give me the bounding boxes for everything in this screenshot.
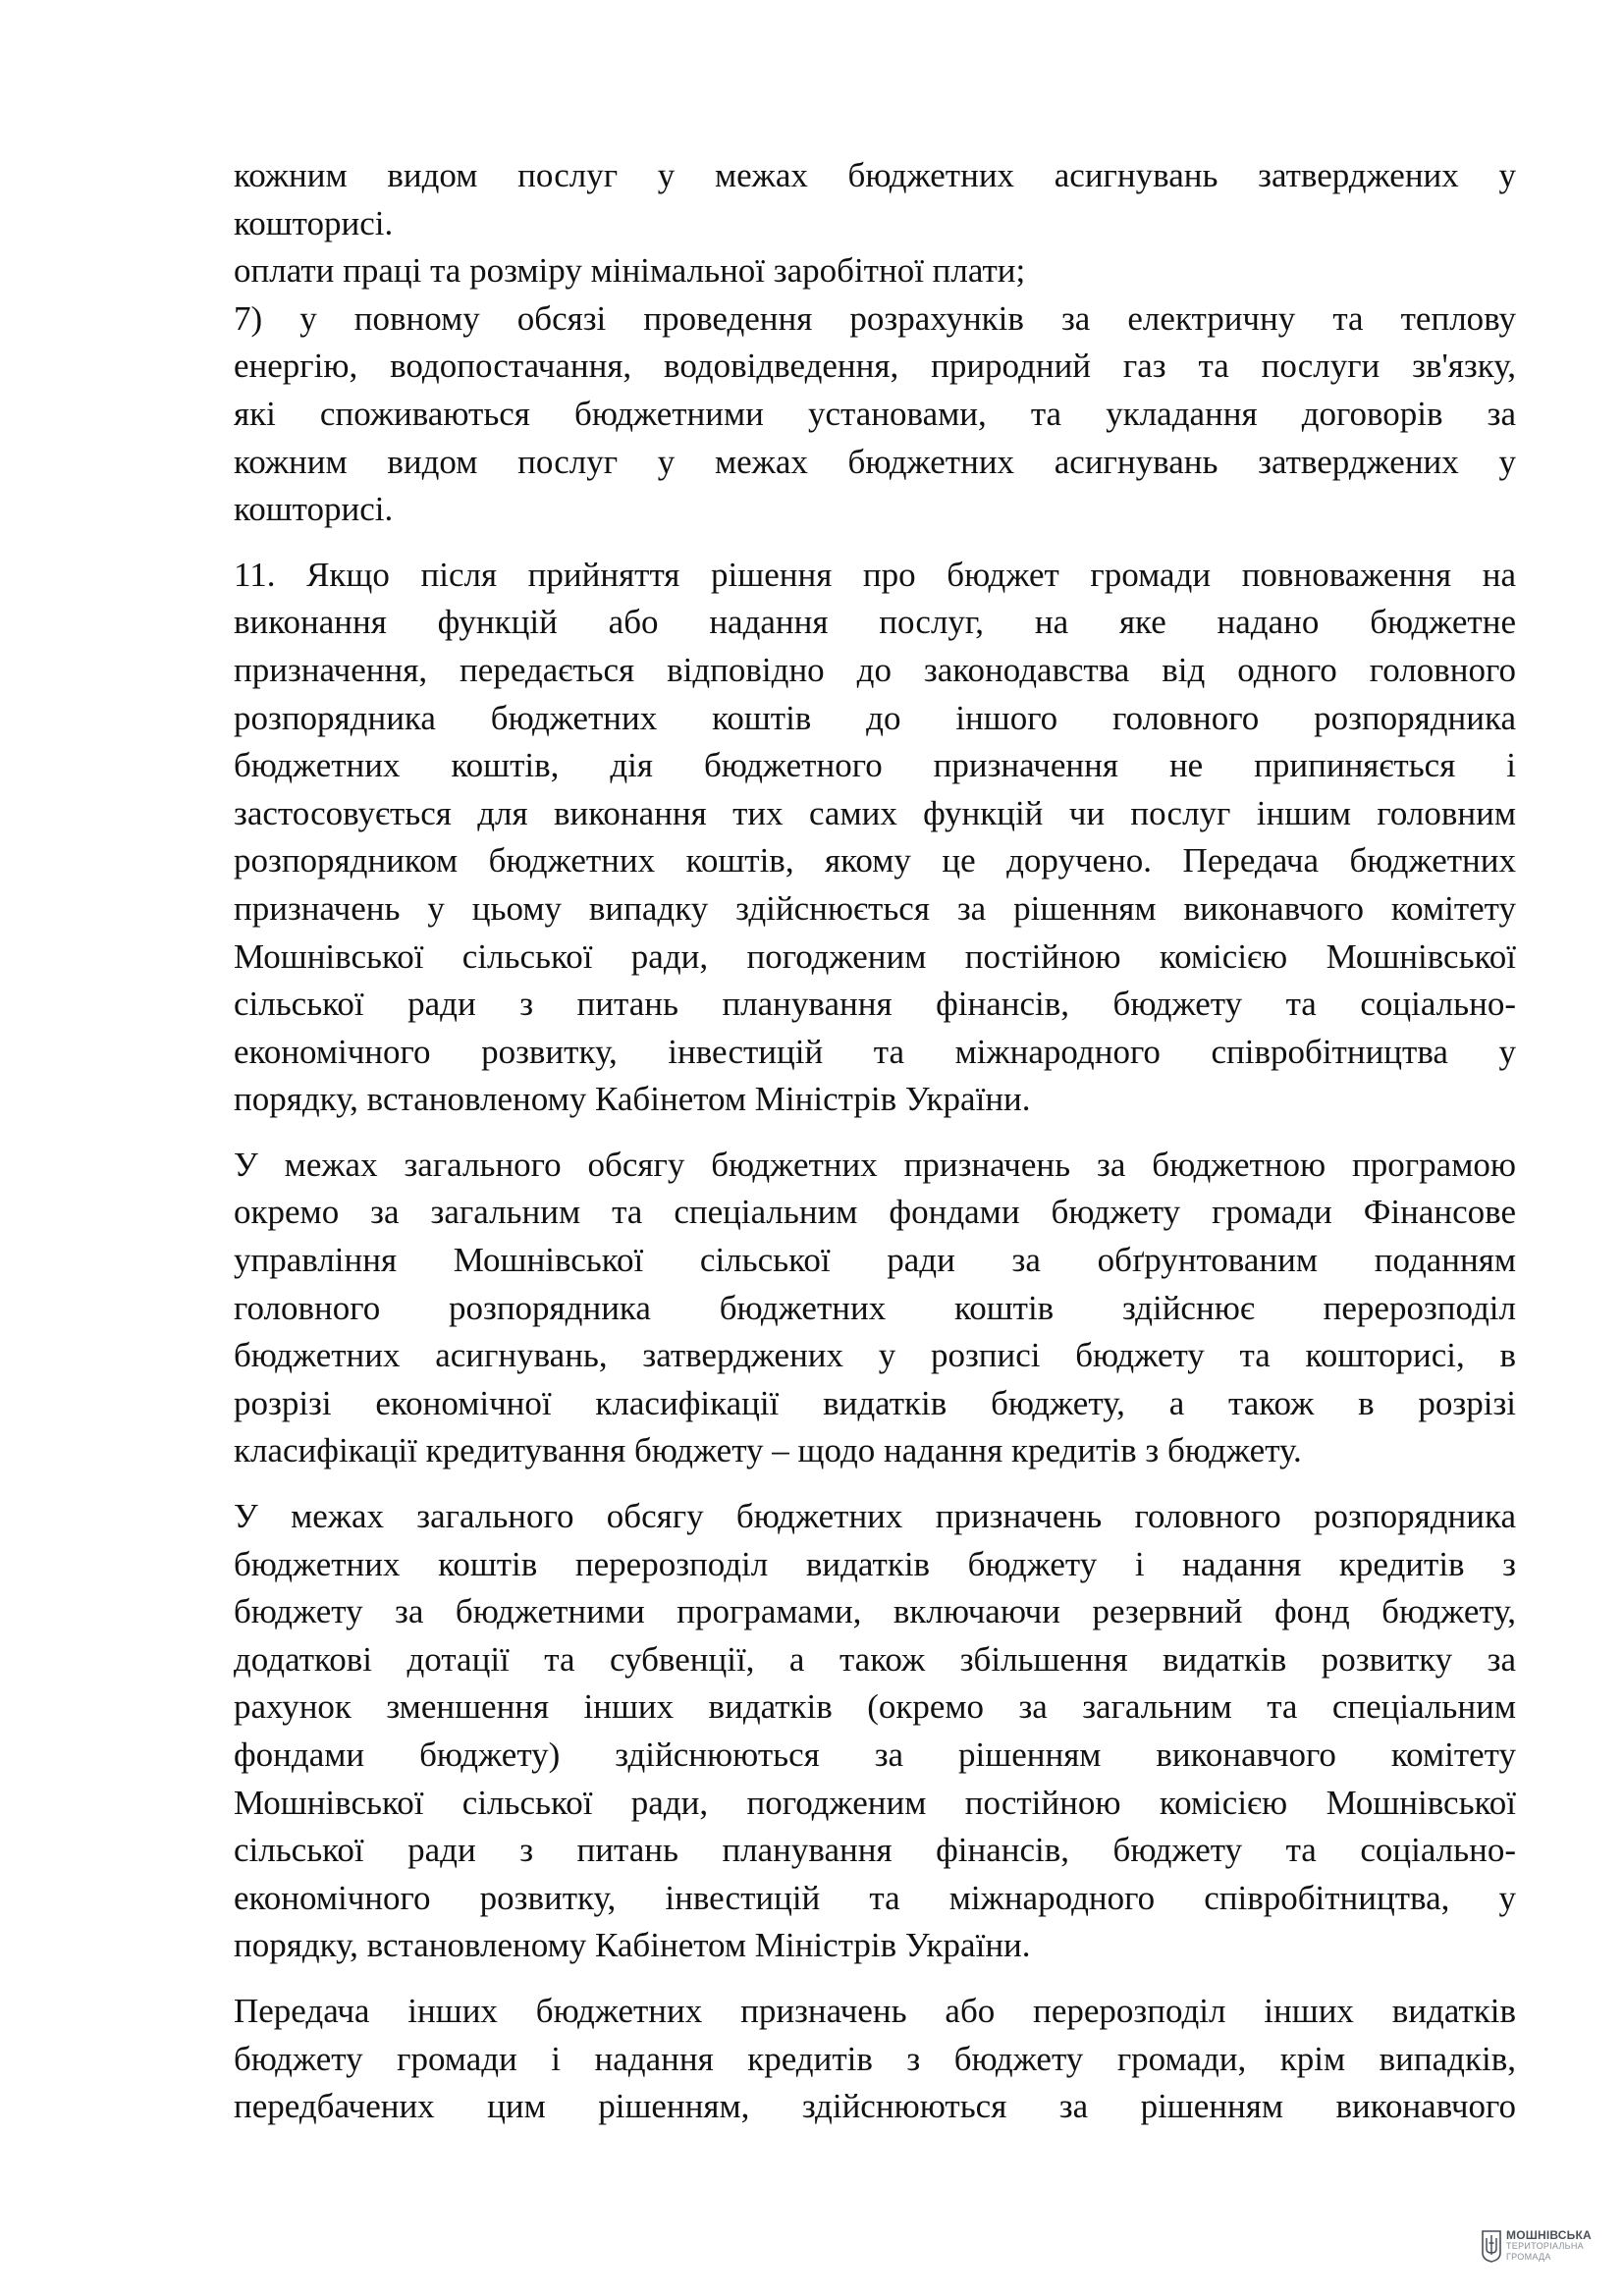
text-line: У межах загального обсягу бюджетних призначень за бюджетною програмою bbox=[234, 1145, 1516, 1184]
text-line: бюджетних асигнувань, затверджених у розписі бюджету та кошторисі, в bbox=[234, 1336, 1516, 1375]
text-line: фондами бюджету) здійснюються за рішенням виконавчого комітету bbox=[234, 1735, 1516, 1774]
text-line: бюджету громади і надання кредитів з бюджету громади, крім випадків, bbox=[234, 2039, 1516, 2078]
text-line: виконання функцій або надання послуг, на яке надано бюджетне bbox=[234, 603, 1516, 642]
text-line: додаткові дотації та субвенції, а також збільшення видатків розвитку за bbox=[234, 1639, 1516, 1679]
text-line: передбачених цим рішенням, здійснюються за рішенням виконавчого bbox=[234, 2087, 1516, 2126]
community-logo bbox=[1481, 2216, 1618, 2275]
text-line: окремо за загальним та спеціальним фондами бюджету громади Фінансове bbox=[234, 1193, 1516, 1232]
text-line: призначення, передається відповідно до законодавства від одного головного bbox=[234, 650, 1516, 689]
text-line: 11. Якщо після прийняття рішення про бюджет громади повноваження на bbox=[234, 555, 1516, 594]
paragraph-spacer bbox=[234, 1124, 1516, 1142]
text-line: класифікації кредитування бюджету – щодо надання кредитів з бюджету. bbox=[234, 1431, 1302, 1470]
trident-icon bbox=[1481, 2229, 1502, 2263]
text-line: кожним видом послуг у межах бюджетних асигнувань затверджених у bbox=[234, 156, 1516, 194]
paragraph-spacer bbox=[234, 1475, 1516, 1493]
paragraph-spacer bbox=[234, 534, 1516, 552]
text-line: розрізі економічної класифікації видатків бюджету, а також в розрізі bbox=[234, 1383, 1516, 1422]
text-line: управління Мошнівської сільської ради за обґрунтованим поданням bbox=[234, 1241, 1516, 1280]
text-line: оплати праці та розміру мінімальної заробітної плати; bbox=[234, 251, 1026, 291]
text-line: економічного розвитку, інвестицій та міжнародного співробітництва, у bbox=[234, 1878, 1516, 1917]
text-line: Мошнівської сільської ради, погодженим постійною комісією Мошнівської bbox=[234, 1783, 1516, 1822]
paragraph-spacer bbox=[234, 1970, 1516, 1988]
text-line: розпорядником бюджетних коштів, якому це доручено. Передача бюджетних bbox=[234, 841, 1516, 881]
logo-subtitle-2: ГРОМАДА bbox=[1506, 2251, 1551, 2262]
text-line: порядку, встановленому Кабінетом Міністрів України. bbox=[234, 1080, 1031, 1119]
document-body bbox=[234, 152, 1516, 2131]
text-line: бюджетних коштів перерозподіл видатків бюджету і надання кредитів з bbox=[234, 1544, 1516, 1583]
logo-title: МОШНІВСЬКА bbox=[1506, 2227, 1592, 2242]
text-line: 7) у повному обсязі проведення розрахунків за електричну та теплову bbox=[234, 298, 1516, 338]
logo-text bbox=[1506, 2227, 1592, 2263]
text-line: рахунок зменшення інших видатків (окремо за загальним та спеціальним bbox=[234, 1687, 1516, 1727]
text-line: кожним видом послуг у межах бюджетних асигнувань затверджених у bbox=[234, 442, 1516, 481]
text-line: порядку, встановленому Кабінетом Міністрів України. bbox=[234, 1926, 1031, 1965]
text-line: призначень у цьому випадку здійснюється за рішенням виконавчого комітету bbox=[234, 888, 1516, 928]
text-line: які споживаються бюджетними установами, та укладання договорів за bbox=[234, 394, 1516, 433]
logo-subtitle-1: ТЕРИТОРІАЛЬНА bbox=[1506, 2240, 1584, 2251]
text-line: енергію, водопостачання, водовідведення, природний газ та послуги зв'язку, bbox=[234, 347, 1516, 386]
text-line: застосовується для виконання тих самих функцій чи послуг іншим головним bbox=[234, 793, 1516, 832]
text-line: Передача інших бюджетних призначень або перерозподіл інших видатків bbox=[234, 1991, 1516, 2030]
text-line: бюджетних коштів, дія бюджетного призначення не припиняється і bbox=[234, 746, 1516, 785]
text-line: У межах загального обсягу бюджетних призначень головного розпорядника bbox=[234, 1497, 1516, 1536]
text-line: кошторисі. bbox=[234, 490, 394, 529]
text-line: бюджету за бюджетними програмами, включаючи резервний фонд бюджету, bbox=[234, 1592, 1516, 1631]
text-line: економічного розвитку, інвестицій та міжнародного співробітництва у bbox=[234, 1032, 1516, 1071]
text-line: головного розпорядника бюджетних коштів здійснює перерозподіл bbox=[234, 1288, 1516, 1327]
text-line: сільської ради з питань планування фінансів, бюджету та соціально- bbox=[234, 985, 1516, 1024]
text-line: Мошнівської сільської ради, погодженим постійною комісією Мошнівської bbox=[234, 936, 1516, 976]
text-line: розпорядника бюджетних коштів до іншого головного розпорядника bbox=[234, 698, 1516, 737]
text-line: кошторисі. bbox=[234, 203, 394, 242]
text-line: сільської ради з питань планування фінансів, бюджету та соціально- bbox=[234, 1831, 1516, 1870]
